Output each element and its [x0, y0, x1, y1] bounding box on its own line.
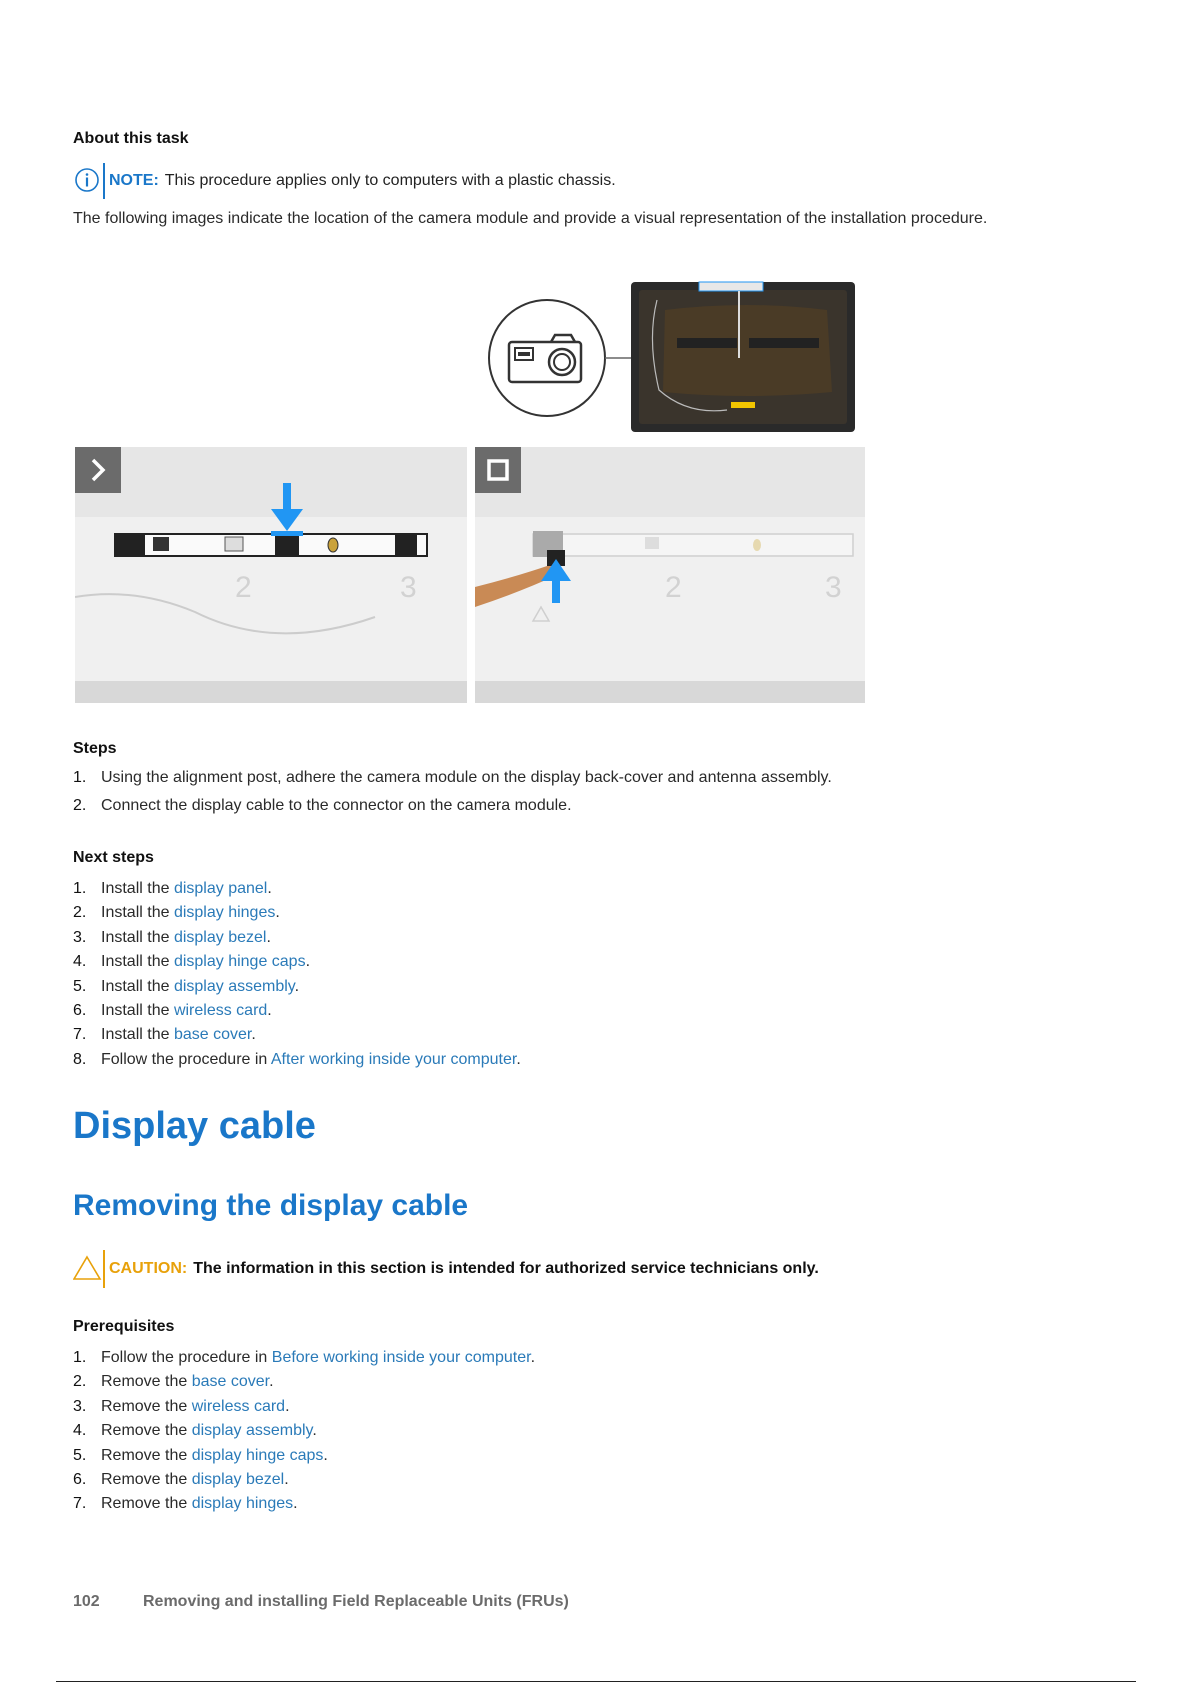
list-item — [73, 1422, 1113, 1446]
item-number: 6. — [73, 1470, 87, 1488]
item-punct: . — [305, 953, 311, 971]
item-text: Install the — [101, 1001, 174, 1019]
list-item — [73, 904, 1113, 928]
item-punct: . — [267, 1001, 272, 1019]
item-text: Install the — [101, 880, 174, 897]
link-display-bezel[interactable]: display bezel — [191, 1470, 285, 1488]
link-display-bezel[interactable]: display bezel — [173, 928, 267, 946]
item-number: 3. — [73, 928, 87, 946]
item-number: 8. — [73, 1050, 87, 1068]
svg-text:3: 3 — [825, 571, 842, 604]
item-text: Remove the — [101, 1446, 192, 1464]
link-after-working-inside[interactable]: After working inside your computer — [270, 1050, 517, 1068]
caution-label: CAUTION: — [109, 1260, 188, 1277]
item-number: 1. — [73, 769, 87, 786]
list-item — [73, 1373, 1113, 1397]
item-punct: . — [293, 1495, 298, 1513]
item-number: 6. — [73, 1001, 87, 1019]
link-display-hinges[interactable]: display hinges — [173, 904, 276, 922]
link-wireless-card[interactable]: wireless card — [173, 1001, 268, 1019]
item-text: Remove the — [101, 1495, 192, 1513]
prerequisites-list — [73, 1349, 1113, 1520]
next-steps-list — [73, 880, 1113, 1075]
item-number: 5. — [73, 1446, 87, 1464]
item-number: 3. — [73, 1397, 87, 1415]
link-display-assembly[interactable]: display assembly — [191, 1422, 313, 1440]
section-subtitle: Removing the display cable — [73, 1189, 469, 1222]
list-item — [73, 1051, 1113, 1075]
section-title: Display cable — [73, 1105, 316, 1147]
list-item — [73, 880, 1113, 904]
link-display-hinges[interactable]: display hinges — [191, 1495, 294, 1513]
item-text: Follow the procedure in — [101, 1349, 272, 1366]
page-number: 102 — [73, 1593, 100, 1610]
list-item — [73, 929, 1113, 953]
info-icon — [73, 163, 105, 199]
step-image-right — [475, 447, 865, 703]
caution-text: The information in this section is intended for authorized service technicians only. — [193, 1260, 819, 1277]
item-text: Install the — [101, 977, 174, 995]
item-punct: . — [251, 1026, 256, 1044]
item-number: 5. — [73, 977, 87, 995]
list-item — [73, 769, 1113, 797]
item-number: 7. — [73, 1495, 87, 1513]
item-punct: . — [285, 1397, 290, 1415]
item-punct: . — [294, 977, 300, 995]
prerequisites-heading: Prerequisites — [73, 1318, 175, 1335]
item-punct: . — [530, 1349, 536, 1366]
item-text: Install the — [101, 1026, 174, 1044]
about-heading: About this task — [73, 130, 189, 147]
note-callout — [73, 163, 616, 199]
caution-callout — [73, 1250, 819, 1288]
item-text: Remove the — [101, 1470, 192, 1488]
list-item — [73, 797, 1113, 825]
link-base-cover[interactable]: base cover — [173, 1026, 252, 1044]
item-number: 1. — [73, 1349, 87, 1366]
item-text: Remove the — [101, 1422, 192, 1440]
list-item — [73, 1026, 1113, 1050]
item-punct: . — [275, 904, 280, 922]
item-number: 7. — [73, 1026, 87, 1044]
footer-rule — [56, 1681, 1136, 1682]
link-display-assembly[interactable]: display assembly — [173, 977, 295, 995]
item-text: Install the — [101, 953, 174, 971]
list-item — [73, 978, 1113, 1002]
list-item — [73, 953, 1113, 977]
steps-list — [73, 769, 1113, 825]
link-before-working-inside[interactable]: Before working inside your computer — [271, 1349, 531, 1366]
link-display-hinge-caps[interactable]: display hinge caps — [191, 1446, 324, 1464]
item-number: 2. — [73, 1373, 87, 1391]
link-wireless-card[interactable]: wireless card — [191, 1397, 286, 1415]
note-label: NOTE: — [109, 172, 159, 189]
svg-text:3: 3 — [400, 571, 417, 604]
step-image-left — [75, 447, 467, 703]
link-display-panel[interactable]: display panel — [173, 880, 268, 897]
link-base-cover[interactable]: base cover — [191, 1373, 270, 1391]
steps-heading: Steps — [73, 740, 117, 757]
intro-paragraph: The following images indicate the location of the camera module and provide a visual representation of the installation procedure. — [73, 210, 988, 227]
item-text: Install the — [101, 928, 174, 946]
camera-location-figure — [487, 280, 867, 435]
item-text: Remove the — [101, 1397, 192, 1415]
item-text: Install the — [101, 904, 174, 922]
item-number: 2. — [73, 797, 87, 814]
item-punct: . — [269, 1373, 274, 1391]
item-number: 4. — [73, 1422, 87, 1440]
item-punct: . — [266, 928, 271, 946]
item-punct: . — [516, 1050, 521, 1068]
svg-text:2: 2 — [235, 571, 252, 604]
item-punct: . — [284, 1470, 289, 1488]
item-text: Remove the — [101, 1373, 192, 1391]
item-number: 4. — [73, 953, 87, 971]
list-item — [73, 1002, 1113, 1026]
item-number: 2. — [73, 904, 87, 922]
next-steps-heading: Next steps — [73, 849, 154, 866]
warning-triangle-icon — [73, 1250, 105, 1288]
link-display-hinge-caps[interactable]: display hinge caps — [173, 953, 306, 971]
list-item — [73, 1349, 1113, 1373]
item-punct: . — [323, 1446, 328, 1464]
item-text: Follow the procedure in — [101, 1050, 271, 1068]
item-punct: . — [312, 1422, 317, 1440]
item-number: 1. — [73, 880, 87, 897]
chapter-title: Removing and installing Field Replaceable Units (FRUs) — [143, 1593, 569, 1610]
item-punct: . — [267, 880, 272, 897]
list-item — [73, 1447, 1113, 1471]
list-item — [73, 1398, 1113, 1422]
list-item — [73, 1495, 1113, 1519]
note-text: This procedure applies only to computers with a plastic chassis. — [164, 172, 616, 189]
item-text: Connect the display cable to the connector on the camera module. — [101, 797, 572, 814]
list-item — [73, 1471, 1113, 1495]
item-text: Using the alignment post, adhere the camera module on the display back-cover and antenna assembly. — [101, 769, 832, 786]
svg-text:2: 2 — [665, 571, 682, 604]
